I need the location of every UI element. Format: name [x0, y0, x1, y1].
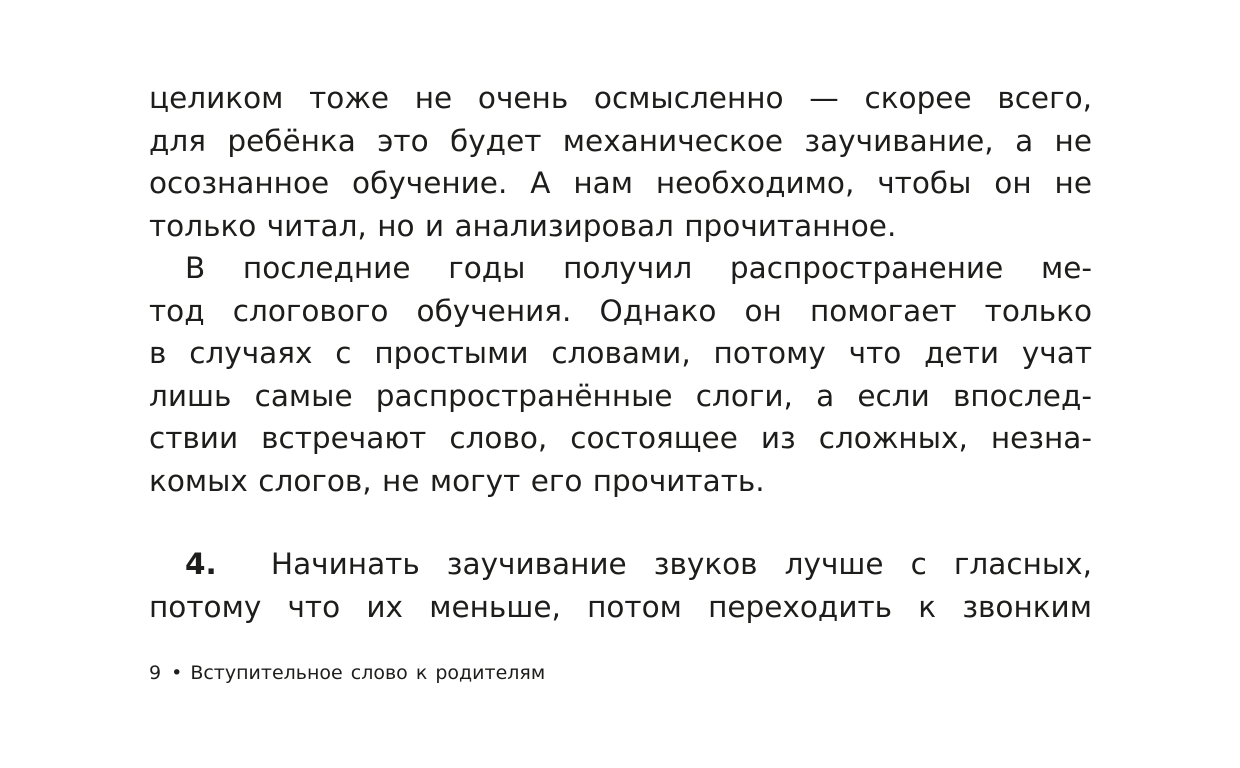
numbered-item-4	[149, 543, 1092, 628]
text-line	[149, 543, 1092, 586]
bullet-separator: •	[171, 662, 183, 684]
text-line: осознанное обучение. А нам необходимо, чтобы он не	[149, 166, 1092, 200]
text-line: для ребёнка это будет механическое заучивание, а не	[149, 123, 1092, 158]
paragraph-syllable-method	[149, 247, 1092, 502]
page-number: 9	[149, 662, 162, 684]
text-line: В последние годы получил распространение ме-	[185, 251, 1092, 285]
text-line: только читал, но и анализировал прочитанное.	[149, 208, 897, 243]
text-line: комых слогов, не могут его прочитать.	[149, 463, 765, 498]
paragraph-continuation	[149, 77, 1092, 247]
text-line: в случаях с простыми словами, потому что дети учат	[149, 336, 1092, 370]
text-line: целиком тоже не очень осмысленно — скорее всего,	[149, 81, 1092, 115]
text-line: тод слогового обучения. Однако он помогает только	[149, 293, 1092, 328]
section-title: Вступительное слово к родителям	[190, 662, 546, 684]
text-line: потому что их меньше, потом переходить к звонким	[149, 589, 1092, 624]
running-footer	[149, 660, 545, 686]
text-line: ствии встречают слово, состоящее из сложных, незна-	[149, 421, 1092, 455]
item-text: Начинать заучивание звуков лучше с гласных,	[270, 547, 1093, 581]
text-line: лишь самые распространённые слоги, а если впослед-	[149, 378, 1092, 413]
item-number: 4.	[185, 547, 217, 581]
